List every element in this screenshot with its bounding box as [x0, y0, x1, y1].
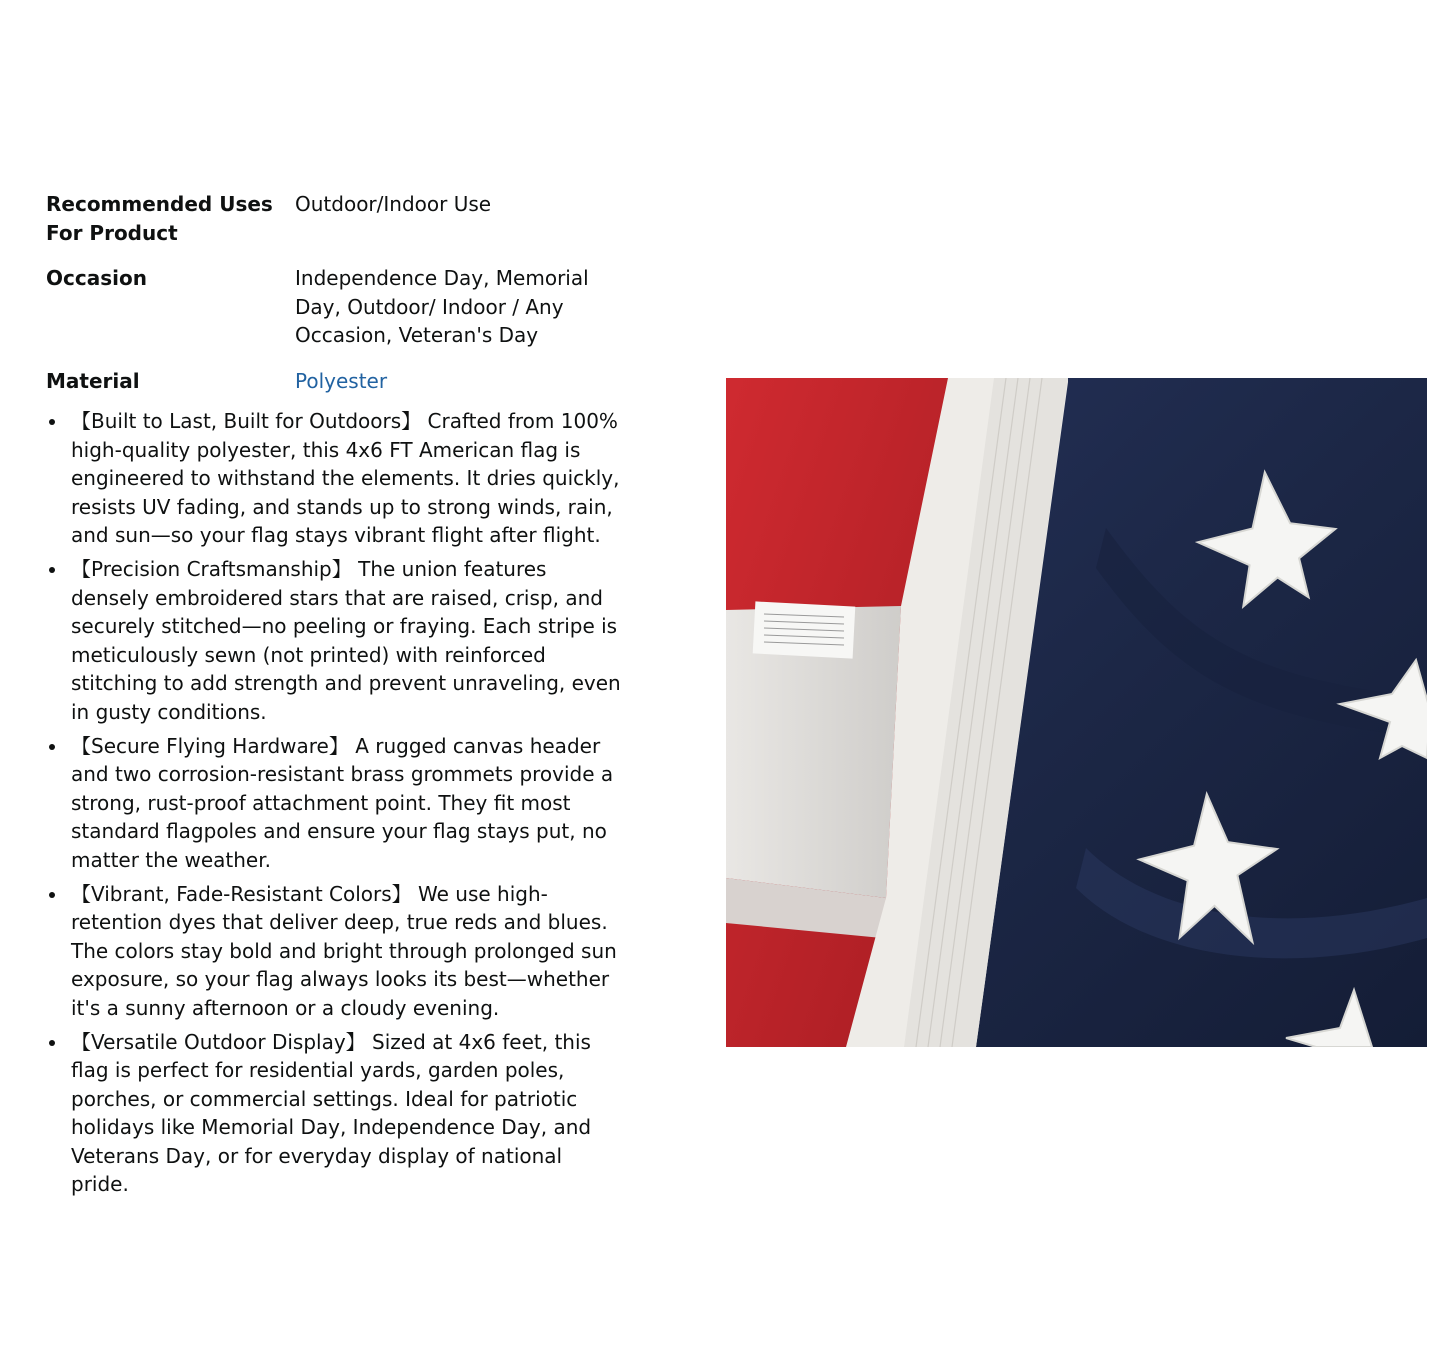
spec-row-occasion: [46, 264, 595, 367]
spec-value: [295, 367, 595, 413]
product-details: [46, 190, 626, 1204]
care-label: [753, 601, 856, 658]
feature-bullets: [46, 407, 626, 1199]
feature-bullet: 【Versatile Outdoor Display】 Sized at 4x6 feet, this flag is perfect for residential yards, garden poles, porches, or commercial settings. Ideal for patriotic holidays like Memorial Day, Independence Day, and Veterans Day, or for everyday display of national pride.: [71, 1028, 626, 1199]
spec-row-material: [46, 367, 595, 413]
flag-closeup-svg: [726, 378, 1427, 1047]
feature-bullet: 【Built to Last, Built for Outdoors】 Crafted from 100% high-quality polyester, this 4x6 FT American flag is engineered to withstand the elements. It dries quickly, resists UV fading, and stands up to strong winds, rain, and sun—so your flag stays vibrant flight after flight.: [71, 407, 626, 550]
spec-value: Outdoor/Indoor Use: [295, 192, 492, 216]
spec-label: Occasion: [46, 266, 147, 290]
spec-label: Recommended Uses For Product: [46, 192, 273, 245]
spec-row-recommended-uses: [46, 190, 595, 264]
feature-bullet: 【Secure Flying Hardware】 A rugged canvas header and two corrosion-resistant brass grommets provide a strong, rust-proof attachment point. They fit most standard flagpoles and ensure your flag stays put, no matter the weather.: [71, 732, 626, 875]
spec-label: Material: [46, 368, 140, 393]
feature-bullet: 【Precision Craftsmanship】 The union features densely embroidered stars that are raised, crisp, and securely stitched—no peeling or fraying. Each stripe is meticulously sewn (not printed) with reinforced stitching to add strength and prevent unraveling, even in gusty conditions.: [71, 555, 626, 726]
spec-table: [46, 190, 595, 412]
product-image-flag: [726, 378, 1427, 1047]
feature-bullet: 【Vibrant, Fade-Resistant Colors】 We use high-retention dyes that deliver deep, true reds and blues. The colors stay bold and bright through prolonged sun exposure, so your flag always looks its best—whether it's a sunny afternoon or a cloudy evening.: [71, 880, 626, 1023]
material-link[interactable]: Polyester: [295, 368, 388, 393]
spec-value: Independence Day, Memorial Day, Outdoor/ Indoor / Any Occasion, Veteran's Day: [295, 266, 589, 347]
